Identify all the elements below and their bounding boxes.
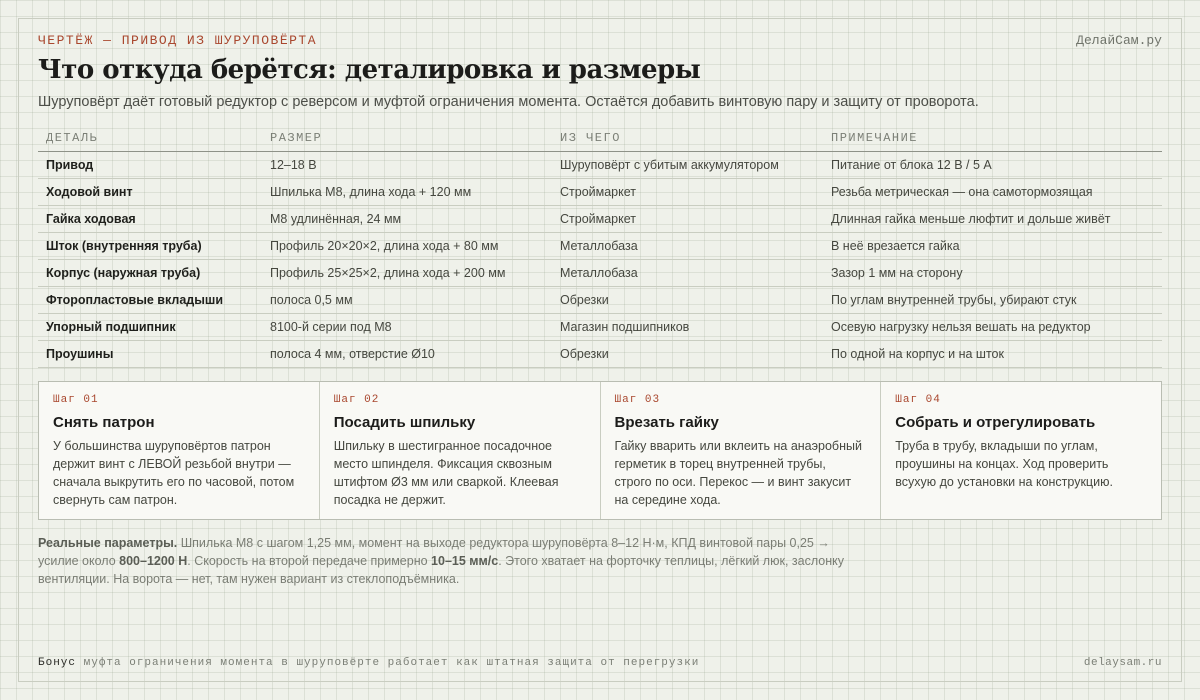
bonus-footer bbox=[38, 657, 699, 669]
site-link[interactable]: delaysam.ru bbox=[1083, 657, 1162, 669]
part-name: Упорный подшипник bbox=[38, 314, 262, 341]
parameters-note bbox=[38, 534, 858, 588]
part-size: полоса 4 мм, отверстие Ø10 bbox=[262, 341, 552, 368]
step-number: Шаг 01 bbox=[53, 394, 99, 406]
part-note: В неё врезается гайка bbox=[823, 233, 1162, 260]
part-note: Резьба метрическая — она самотормозящая bbox=[823, 179, 1162, 206]
part-source: Строймаркет bbox=[552, 179, 823, 206]
step-number: Шаг 03 bbox=[614, 394, 661, 406]
part-size: 8100-й серии под М8 bbox=[262, 314, 552, 341]
table-row bbox=[38, 287, 1162, 314]
part-size: М8 удлинённая, 24 мм bbox=[262, 206, 552, 233]
note-force-value: 800–1200 Н bbox=[119, 554, 188, 568]
table-row bbox=[38, 233, 1162, 260]
parts-table bbox=[38, 124, 1162, 368]
page-subtitle: Шуруповёрт даёт готовый редуктор с реверсом и муфтой ограничения момента. Остаётся добавить винтовую пару и защиту от проворота. bbox=[38, 94, 979, 110]
part-size: 12–18 В bbox=[262, 152, 552, 179]
part-source: Шуруповёрт с убитым аккумулятором bbox=[552, 152, 823, 179]
step-text: У большинства шуруповёртов патрон держит винт с ЛЕВОЙ резьбой внутри — сначала выкрутить его по часовой, потом свернуть сам патрон. bbox=[53, 439, 295, 507]
part-source: Магазин подшипников bbox=[552, 314, 823, 341]
brand-link[interactable]: ДелайСам.ру bbox=[1076, 33, 1162, 48]
column-header-note: ПРИМЕЧАНИЕ bbox=[823, 124, 1162, 152]
column-header-size: РАЗМЕР bbox=[262, 124, 552, 152]
part-name: Ходовой винт bbox=[38, 179, 262, 206]
kicker-label: ЧЕРТЁЖ — ПРИВОД ИЗ ШУРУПОВЁРТА bbox=[38, 33, 318, 48]
bonus-label: Бонус bbox=[38, 657, 77, 669]
table-row bbox=[38, 206, 1162, 233]
part-name: Привод bbox=[38, 152, 262, 179]
table-row bbox=[38, 152, 1162, 179]
part-source: Строймаркет bbox=[552, 206, 823, 233]
part-size: Профиль 20×20×2, длина хода + 80 мм bbox=[262, 233, 552, 260]
part-note: Длинная гайка меньше люфтит и дольше живёт bbox=[823, 206, 1162, 233]
part-note: Зазор 1 мм на сторону bbox=[823, 260, 1162, 287]
part-name: Проушины bbox=[38, 341, 262, 368]
bonus-text: муфта ограничения момента в шуруповёрте работает как штатная защита от перегрузки bbox=[76, 657, 700, 669]
note-lead: Реальные параметры. bbox=[38, 536, 178, 550]
note-text: . Скорость на второй передаче примерно bbox=[187, 554, 432, 568]
part-size: полоса 0,5 мм bbox=[262, 287, 552, 314]
table-header-row bbox=[38, 124, 1162, 152]
part-size: Профиль 25×25×2, длина хода + 200 мм bbox=[262, 260, 552, 287]
note-speed-value: 10–15 мм/с bbox=[431, 554, 499, 568]
part-name: Фторопластовые вкладыши bbox=[38, 287, 262, 314]
part-source: Обрезки bbox=[552, 287, 823, 314]
note-text: Шпилька М8 с шагом 1,25 мм, момент на выходе редуктора шуруповёрта 8–12 Н·м, КПД винтовой пары 0,25 → усилие около bbox=[38, 536, 830, 568]
table-row bbox=[38, 341, 1162, 368]
column-header-source: ИЗ ЧЕГО bbox=[552, 124, 823, 152]
step-number: Шаг 02 bbox=[333, 394, 380, 406]
step-card bbox=[601, 382, 882, 519]
page-title: Что откуда берётся: деталировка и размеры bbox=[38, 55, 701, 85]
table-row bbox=[38, 179, 1162, 206]
part-note: По углам внутренней трубы, убирают стук bbox=[823, 287, 1162, 314]
part-note: Осевую нагрузку нельзя вешать на редуктор bbox=[823, 314, 1162, 341]
part-source: Металлобаза bbox=[552, 260, 823, 287]
part-size: Шпилька М8, длина хода + 120 мм bbox=[262, 179, 552, 206]
part-name: Корпус (наружная труба) bbox=[38, 260, 262, 287]
step-card bbox=[39, 382, 320, 519]
step-number: Шаг 04 bbox=[895, 394, 941, 406]
step-card bbox=[320, 382, 601, 519]
step-title: Снять патрон bbox=[53, 414, 155, 431]
step-title: Посадить шпильку bbox=[333, 414, 476, 431]
table-row bbox=[38, 260, 1162, 287]
note-text: . Этого хватает на форточку теплицы, лёгкий люк, заслонку вентиляции. На ворота — нет, там нужен вариант из стеклоподъёмника. bbox=[38, 554, 844, 586]
step-card bbox=[881, 382, 1161, 519]
part-note: Питание от блока 12 В / 5 А bbox=[823, 152, 1162, 179]
steps-panel bbox=[38, 381, 1162, 520]
part-source: Обрезки bbox=[552, 341, 823, 368]
part-source: Металлобаза bbox=[552, 233, 823, 260]
column-header-part: ДЕТАЛЬ bbox=[38, 124, 262, 152]
step-text: Гайку вварить или вклеить на анаэробный герметик в торец внутренней трубы, строго по оси. Перекос — и винт закусит на середине хода. bbox=[614, 439, 862, 507]
table-row bbox=[38, 314, 1162, 341]
part-note: По одной на корпус и на шток bbox=[823, 341, 1162, 368]
step-text: Труба в трубу, вкладыши по углам, проушины на концах. Ход проверить всухую до установки на конструкцию. bbox=[895, 439, 1113, 489]
step-title: Собрать и отрегулировать bbox=[895, 414, 1096, 431]
step-title: Врезать гайку bbox=[614, 414, 719, 431]
step-text: Шпильку в шестигранное посадочное место шпинделя. Фиксация сквозным штифтом Ø3 мм или сваркой. Клеевая посадка не держит. bbox=[333, 439, 559, 507]
part-name: Шток (внутренняя труба) bbox=[38, 233, 262, 260]
part-name: Гайка ходовая bbox=[38, 206, 262, 233]
